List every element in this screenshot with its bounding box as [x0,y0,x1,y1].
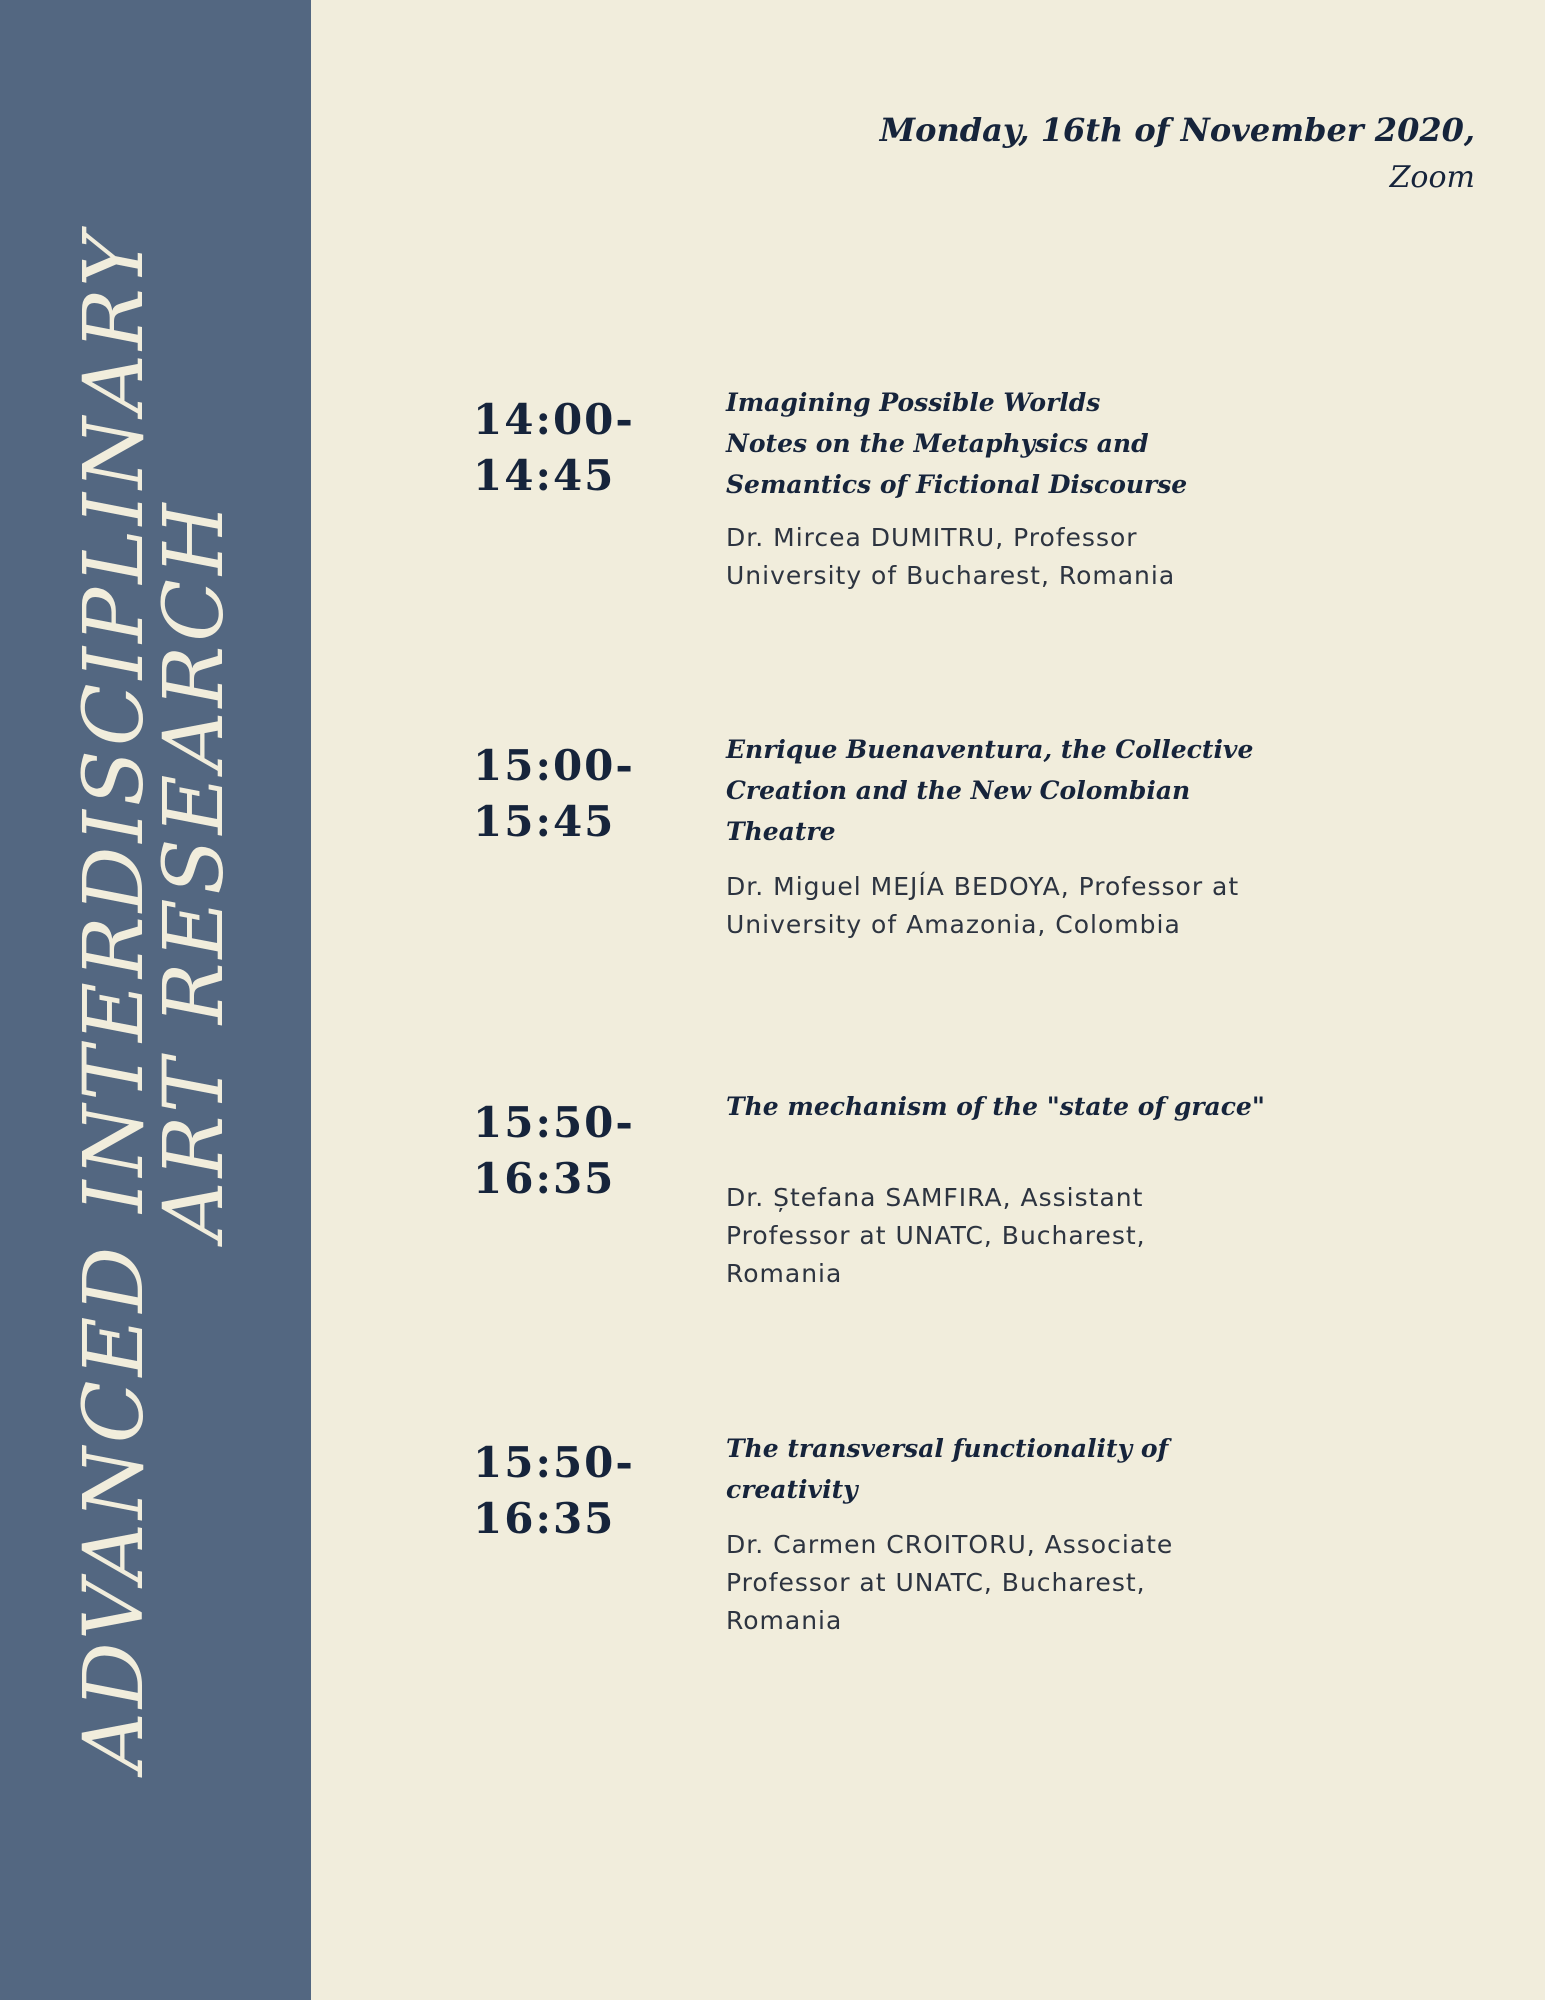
session-time [473,738,633,850]
session-time-end: 16:35 [473,1154,616,1203]
session-time [473,1095,633,1207]
session-time [473,392,633,504]
speaker-info: Dr. Ștefana SAMFIRA, Assistant Professor at UNATC, Bucharest, Romania [726,1183,1146,1288]
event-title [67,125,242,1875]
session-time [473,1435,633,1547]
session-time-start: 14:00- [473,395,635,444]
speaker-info: Dr. Miguel MEJÍA BEDOYA, Professor at University of Amazonia, Colombia [726,872,1240,939]
session-time-end: 14:45 [473,451,616,500]
session-content [726,382,1326,595]
sidebar [0,0,311,2000]
session-content [726,1428,1326,1640]
talk-title: Imagining Possible Worlds Notes on the Metaphysics and Semantics of Fictional Discourse [726,388,1188,499]
event-title-line-1: ADVANCED INTERDISCIPLINARY [67,228,162,1772]
talk-title: Enrique Buenaventura, the Collective Creation and the New Colombian Theatre [726,735,1254,846]
session-time-start: 15:00- [473,741,635,790]
event-date: Monday, 16th of November 2020, [879,111,1475,149]
session-time-end: 16:35 [473,1494,616,1543]
session-content [726,729,1326,944]
session-time-start: 15:50- [473,1438,635,1487]
event-venue: Zoom [1389,160,1475,195]
speaker-info: Dr. Mircea DUMITRU, Professor University of Bucharest, Romania [726,523,1176,590]
speaker-info: Dr. Carmen CROITORU, Associate Professor at UNATC, Bucharest, Romania [726,1530,1174,1635]
talk-title: The mechanism of the "state of grace" [726,1092,1265,1121]
session-time-end: 15:45 [473,797,616,846]
event-header [880,106,1475,202]
event-title-line-2: ART RESEARCH [147,499,242,1241]
session-time-start: 15:50- [473,1098,635,1147]
session-content [726,1086,1326,1293]
talk-title: The transversal functionality of creativity [726,1434,1169,1504]
